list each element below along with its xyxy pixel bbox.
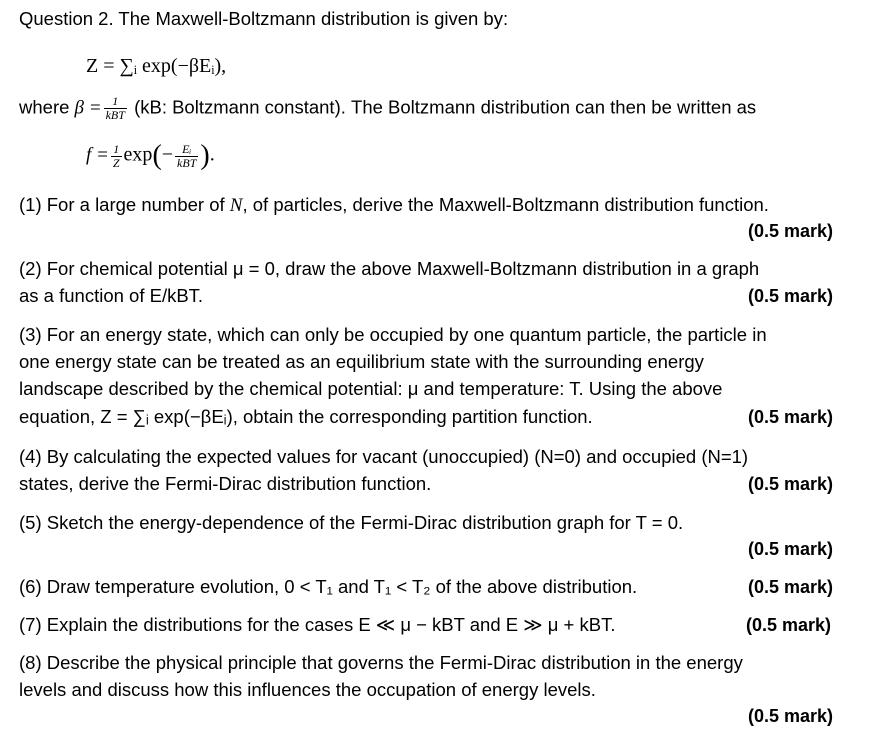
where-prefix: where <box>19 96 70 118</box>
question-8-line-1: (8) Describe the physical principle that governs the Fermi-Dirac distribution in the energy <box>19 652 743 673</box>
f-inner-denominator: kBT <box>177 155 197 170</box>
beta-fraction <box>104 95 127 122</box>
question-3-line-4: equation, Z = ∑ᵢ exp(−βEᵢ), obtain the corresponding partition function. <box>19 406 593 427</box>
question-1-mark: (0.5 mark) <box>748 221 834 241</box>
question-4-mark: (0.5 mark) <box>748 474 834 494</box>
question-2-mark: (0.5 mark) <box>748 286 834 306</box>
question-6-line-1: (6) Draw temperature evolution, 0 < T₁ and T₁ < T₂ of the above distribution. <box>19 576 638 597</box>
boltzmann-distribution-equation: f = $\frac{1}{Z}$ exp(− $\frac{\text{Eᵢ}}{\text{kBT}}$ ). <box>86 140 215 171</box>
n-symbol: N <box>229 195 243 216</box>
question-6-mark: (0.5 mark) <box>748 577 834 597</box>
question-2-line-2: as a function of E/kBT. <box>19 285 204 306</box>
partition-equation: Z = ∑ᵢ exp(−βEᵢ), <box>86 55 227 77</box>
question-5-line-1: (5) Sketch the energy-dependence of the Fermi-Dirac distribution graph for T = 0. <box>19 512 684 533</box>
question-3-line-1: (3) For an energy state, which can only be occupied by one quantum particle, the particle in <box>19 324 767 345</box>
f-inner-numerator: Eᵢ <box>175 143 198 157</box>
question-8-mark: (0.5 mark) <box>748 706 834 726</box>
question-2-line-1: (2) For chemical potential μ = 0, draw the above Maxwell-Boltzmann distribution in a graph <box>19 258 760 279</box>
question-8-line-2: levels and discuss how this influences the occupation of energy levels. <box>19 679 596 700</box>
question-7-line-1: (7) Explain the distributions for the cases E ≪ μ − kBT and E ≫ μ + kBT. <box>19 614 616 635</box>
beta-denominator: kBT <box>105 108 125 122</box>
question-4-line-1: (4) By calculating the expected values for vacant (unoccupied) (N=0) and occupied (N=1) <box>19 446 749 467</box>
f-inner-fraction <box>175 143 198 170</box>
f-frac-denominator: Z <box>112 155 120 170</box>
f-prefix: f = <box>86 144 109 166</box>
f-frac-numerator: 1 <box>111 143 122 157</box>
beta-numerator: 1 <box>104 95 127 109</box>
question-1: (1) For a large number of N, of particles, derive the Maxwell-Boltzmann distribution function. <box>19 194 769 216</box>
beta-symbol: β = <box>74 97 102 119</box>
question-title: Question 2. The Maxwell-Boltzmann distribution is given by: <box>19 8 509 29</box>
question-7-mark: (0.5 mark) <box>746 615 832 635</box>
question-3-line-2: one energy state can be treated as an equilibrium state with the surrounding energy <box>19 351 704 372</box>
question-5-mark: (0.5 mark) <box>748 539 834 559</box>
question-3-mark: (0.5 mark) <box>748 407 834 427</box>
f-fraction <box>111 143 122 170</box>
f-exp: exp <box>123 143 153 166</box>
beta-definition <box>19 95 756 122</box>
question-4-line-2: states, derive the Fermi-Dirac distribution function. <box>19 473 432 494</box>
where-suffix: (kB: Boltzmann constant). The Boltzmann distribution can then be written as <box>134 96 757 118</box>
question-3-line-3: landscape described by the chemical potential: μ and temperature: T. Using the above <box>19 378 723 399</box>
